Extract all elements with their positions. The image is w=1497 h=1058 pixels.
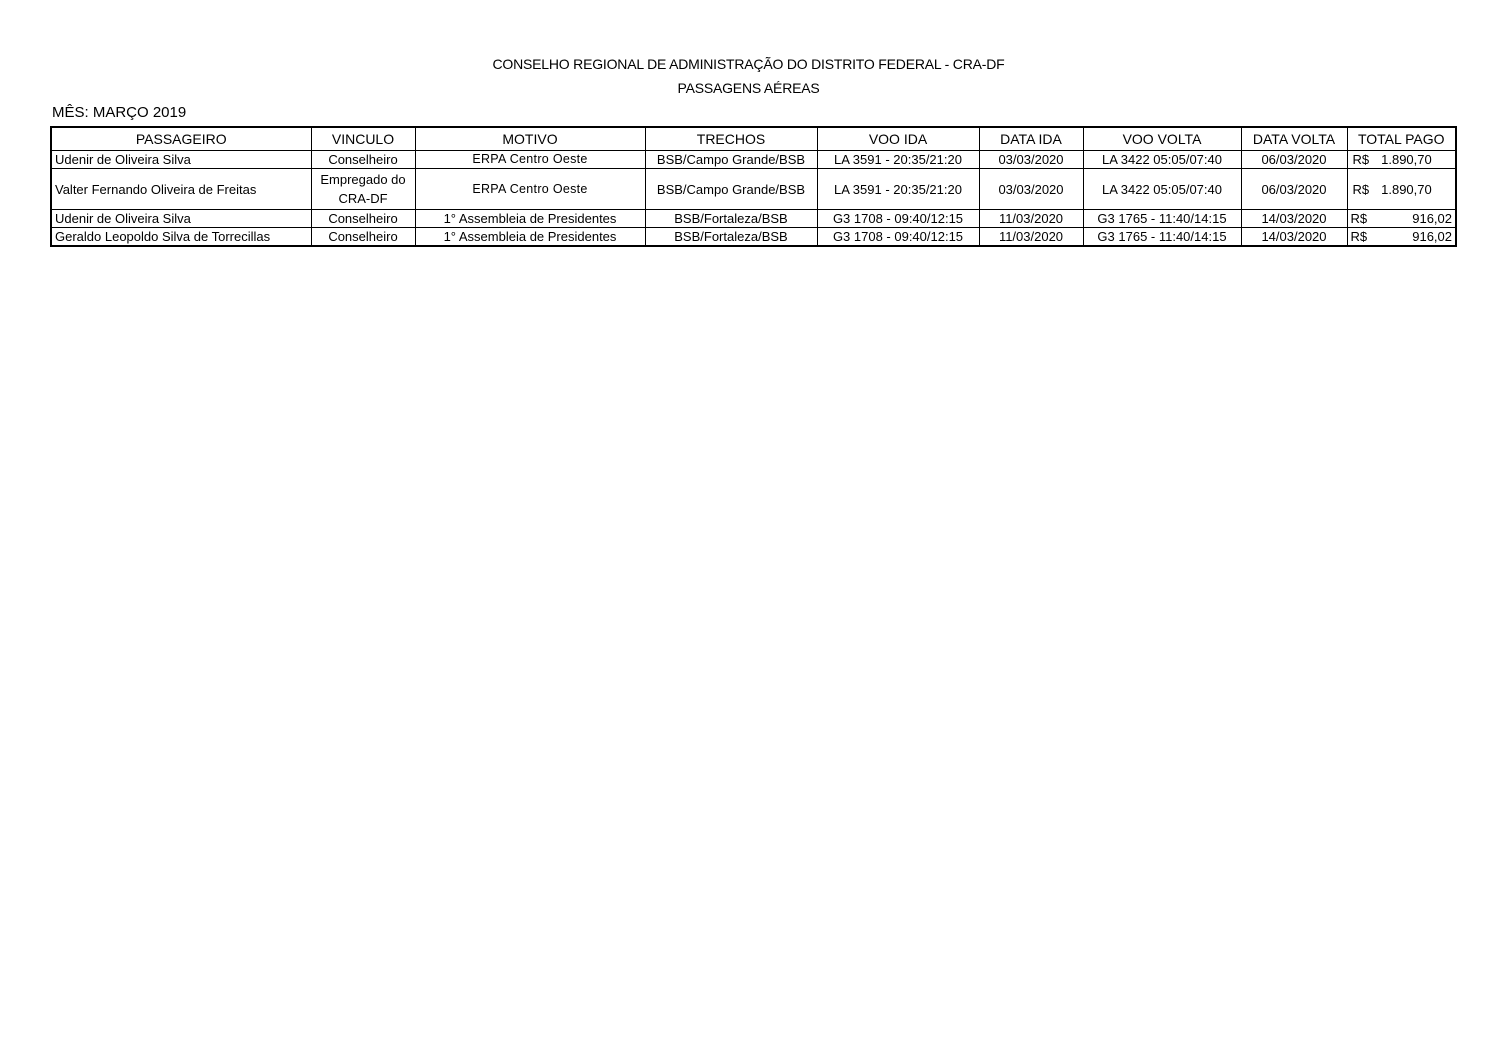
cell-vinculo: Conselheiro bbox=[311, 228, 415, 247]
cell-motivo: ERPA Centro Oeste bbox=[415, 169, 645, 210]
total-amount: 916,02 bbox=[1412, 211, 1452, 226]
total-amount: 1.890,70 bbox=[1381, 152, 1432, 167]
document-subtitle: PASSAGENS AÉREAS bbox=[677, 80, 820, 96]
column-header-passageiro: PASSAGEIRO bbox=[51, 127, 311, 151]
cell-passageiro: Geraldo Leopoldo Silva de Torrecillas bbox=[51, 228, 311, 247]
table-row bbox=[51, 169, 1456, 210]
currency-symbol: R$ bbox=[1350, 229, 1368, 244]
column-header-data-volta: DATA VOLTA bbox=[1241, 127, 1347, 151]
cell-vinculo: Conselheiro bbox=[311, 151, 415, 169]
column-header-total-pago: TOTAL PAGO bbox=[1347, 127, 1456, 151]
column-header-voo-ida: VOO IDA bbox=[817, 127, 979, 151]
cell-voo-volta: LA 3422 05:05/07:40 bbox=[1083, 151, 1241, 169]
cell-vinculo: Conselheiro bbox=[311, 210, 415, 228]
column-header-motivo: MOTIVO bbox=[415, 127, 645, 151]
cell-motivo: 1° Assembleia de Presidentes bbox=[415, 210, 645, 228]
table-header-row bbox=[51, 127, 1456, 151]
column-header-voo-volta: VOO VOLTA bbox=[1083, 127, 1241, 151]
currency-symbol: R$ bbox=[1352, 181, 1370, 197]
cell-vinculo: Empregado do CRA-DF bbox=[311, 169, 415, 210]
cell-total-pago bbox=[1347, 151, 1456, 169]
cell-data-volta: 14/03/2020 bbox=[1241, 228, 1347, 247]
cell-trechos: BSB/Campo Grande/BSB bbox=[645, 151, 817, 169]
cell-data-ida: 03/03/2020 bbox=[979, 169, 1083, 210]
cell-passageiro: Valter Fernando Oliveira de Freitas bbox=[51, 169, 311, 210]
currency-symbol: R$ bbox=[1350, 211, 1368, 226]
cell-voo-ida: G3 1708 - 09:40/12:15 bbox=[817, 210, 979, 228]
table-row bbox=[51, 210, 1456, 228]
cell-voo-volta: LA 3422 05:05/07:40 bbox=[1083, 169, 1241, 210]
cell-total-pago bbox=[1347, 210, 1456, 228]
flights-table bbox=[50, 126, 1457, 247]
cell-passageiro: Udenir de Oliveira Silva bbox=[51, 210, 311, 228]
cell-voo-volta: G3 1765 - 11:40/14:15 bbox=[1083, 210, 1241, 228]
cell-trechos: BSB/Fortaleza/BSB bbox=[645, 210, 817, 228]
column-header-vinculo: VINCULO bbox=[311, 127, 415, 151]
column-header-data-ida: DATA IDA bbox=[979, 127, 1083, 151]
month-label: MÊS: MARÇO 2019 bbox=[52, 104, 187, 121]
cell-motivo: ERPA Centro Oeste bbox=[415, 151, 645, 169]
cell-voo-ida: LA 3591 - 20:35/21:20 bbox=[817, 169, 979, 210]
document-title: CONSELHO REGIONAL DE ADMINISTRAÇÃO DO DISTRITO FEDERAL - CRA-DF bbox=[492, 56, 1005, 72]
column-header-trechos: TRECHOS bbox=[645, 127, 817, 151]
cell-voo-volta: G3 1765 - 11:40/14:15 bbox=[1083, 228, 1241, 247]
cell-voo-ida: LA 3591 - 20:35/21:20 bbox=[817, 151, 979, 169]
cell-trechos: BSB/Fortaleza/BSB bbox=[645, 228, 817, 247]
cell-passageiro: Udenir de Oliveira Silva bbox=[51, 151, 311, 169]
total-amount: 1.890,70 bbox=[1381, 181, 1432, 197]
cell-data-volta: 06/03/2020 bbox=[1241, 151, 1347, 169]
cell-total-pago bbox=[1347, 169, 1456, 210]
cell-data-volta: 14/03/2020 bbox=[1241, 210, 1347, 228]
cell-motivo: 1° Assembleia de Presidentes bbox=[415, 228, 645, 247]
cell-data-volta: 06/03/2020 bbox=[1241, 169, 1347, 210]
cell-trechos: BSB/Campo Grande/BSB bbox=[645, 169, 817, 210]
cell-total-pago bbox=[1347, 228, 1456, 247]
table-row bbox=[51, 151, 1456, 169]
cell-voo-ida: G3 1708 - 09:40/12:15 bbox=[817, 228, 979, 247]
table-row bbox=[51, 228, 1456, 247]
cell-data-ida: 03/03/2020 bbox=[979, 151, 1083, 169]
cell-data-ida: 11/03/2020 bbox=[979, 228, 1083, 247]
currency-symbol: R$ bbox=[1352, 152, 1370, 167]
total-amount: 916,02 bbox=[1412, 229, 1452, 244]
cell-data-ida: 11/03/2020 bbox=[979, 210, 1083, 228]
